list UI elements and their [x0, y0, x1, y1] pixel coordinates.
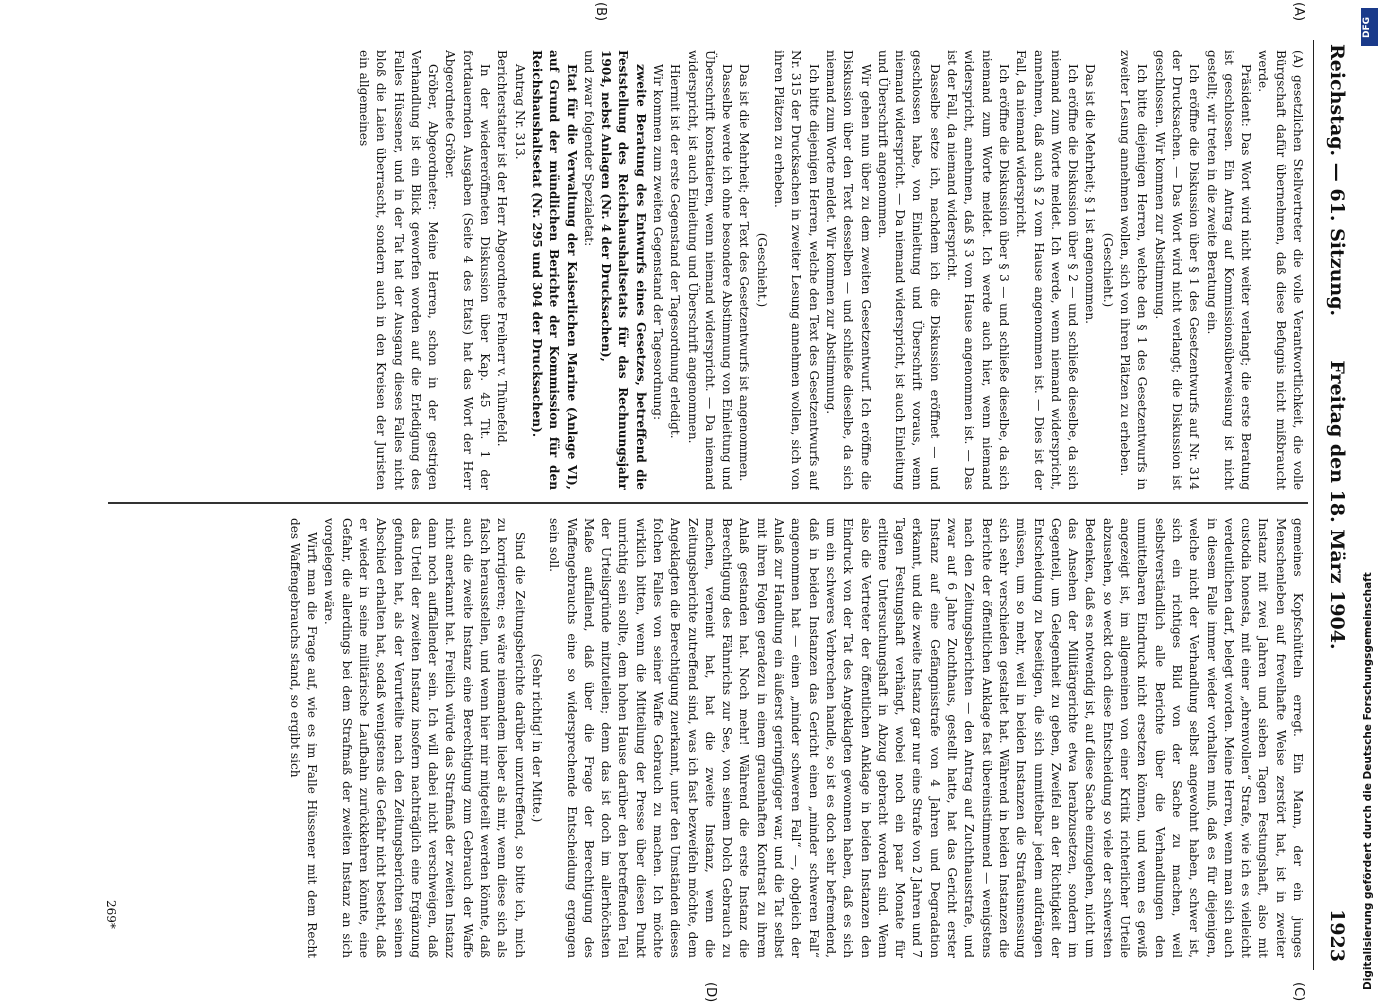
margin-letter-a: (A)	[1291, 2, 1306, 22]
stage-direction: (Geschieht.)	[1100, 232, 1115, 308]
side-credit-strip	[1358, 0, 1383, 1000]
column-divider	[108, 502, 1308, 504]
paragraph: Hiermit ist der erste Gegenstand der Tagesordnung erledigt.	[668, 64, 683, 439]
paragraph: Präsident: Das Wort wird nicht weiter verlangt; die erste Beratung ist geschlossen. Ein Antrag auf Kommissionsüberweisung ist nicht gestellt; wir treten in die zweite Beratung ein.	[1204, 50, 1254, 490]
right-column	[126, 518, 1306, 958]
signature-mark: 269*	[104, 900, 118, 929]
paragraph: Das ist die Mehrheit; der Text des Gesetzentwurfs ist angenommen.	[737, 64, 752, 482]
paragraph: Gröber, Abgeordneter: Meine Herren, schon in der gestrigen Verhandlung ist ein Blick geworfen worden auf die Erledigung des Falles Hüssener, und in der Tat hat der Ausgang dieses Falles nicht bloß die Laien überrascht, sondern auch in den Kreisen der Juristen ein allgemeines	[356, 50, 441, 490]
left-column	[126, 50, 1306, 490]
margin-letter-d: (D)	[703, 982, 718, 1002]
paragraph: und zwar folgender Spezialetat:	[581, 50, 596, 247]
stage-direction: (Geschieht.)	[754, 232, 769, 308]
paragraph: Ich eröffne die Diskussion über § 2 — und schließe dieselbe, da sich niemand zum Worte meldet. Ich werde, wenn niemand widerspricht, annehmen, daß auch § 2 vom Hause angenommen ist. — Dies ist der Fall, da niemand widerspricht.	[1014, 50, 1081, 490]
paragraph: Antrag Nr. 313.	[512, 64, 527, 160]
margin-letter-b: (B)	[593, 2, 608, 22]
side-credit: Digitalisierung gefördert durch die Deutsche Forschungsgemeinschaft	[1362, 572, 1374, 990]
paragraph: Ich bitte diejenigen Herren, welche den Text des Gesetzentwurfs auf Nr. 315 der Drucksachen in zweiter Lesung annehmen wollen, sich von ihren Plätzen zu erheben.	[772, 50, 821, 490]
header-left: Reichstag. — 61. Sitzung.	[1326, 44, 1348, 317]
paragraph: Dasselbe werde ich ohne besondere Abstimmung von Einleitung und Überschrift konstatieren, wenn niemand widerspricht. — Da niemand widerspricht, ist auch Einleitung und Überschrift angenommen.	[685, 50, 735, 490]
paragraph: Sind die Zeitungsberichte darüber unzutreffend, so bitte ich, mich zu korrigieren; es wäre niemandem lieber als mir, wenn diese sich als falsch herausstellen, und wenn hier mir mitgeteilt werden könnte, daß auch die zweite Instanz eine Berechtigung zum Gebrauch der Waffe nicht anerkannt hat. Freilich würde das Strafmaß der zweiten Instanz dann noch auffallender sein. Ich will dabei nicht verschweigen, daß das Urteil der zweiten Instanz insofern nachträglich eine Ergänzung gefunden hat, als der Verurteilte nach den Zeitungsberichten seinen Abschied erhalten hat, sodaß wenigstens die Gefahr nicht besteht, daß er wieder in seine militärische Laufbahn zurückkehren könnte, eine Gefahr, die allerdings bei dem Strafmaß der zweiten Instanz an sich vorgelegen wäre.	[322, 518, 527, 958]
paragraph: (A) gesetzlichen Stellvertreter die volle Verantwortlichkeit, die volle Bürgschaft dafür übernehmen, daß diese Befugnis nicht mißbraucht werde.	[1256, 50, 1305, 490]
page-number: 1923	[1326, 909, 1348, 962]
dfg-logo: DFG	[1361, 8, 1378, 46]
paragraph: Ich bitte diejenigen Herren, welche den § 1 des Gesetzentwurfs in zweiter Lesung annehmen wollen, sich von ihren Plätzen zu erheben.	[1118, 50, 1150, 490]
paragraph: Wir gehen nun über zu dem zweiten Gesetzentwurf. Ich eröffne die Diskussion über den Text desselben — und schließe dieselbe, da sich niemand zum Worte meldet. Wir kommen zur Abstimmung.	[823, 50, 873, 490]
paragraph: Dasselbe setze ich, nachdem ich die Diskussion eröffnet — und geschlossen habe, von Einleitung und Überschrift voraus, wenn niemand widerspricht. — Da niemand widerspricht, ist auch Einleitung und Überschrift angenommen.	[875, 50, 942, 490]
margin-letter-c: (C)	[1291, 982, 1306, 1002]
stage-direction: (Sehr richtig! in der Mitte.)	[529, 653, 544, 823]
paragraph: Wir kommen zum zweiten Gegenstand der Tagesordnung:	[651, 64, 666, 421]
agenda-item: Etat für die Verwaltung der Kaiserlichen Marine (Anlage VI), auf Grund der mündlichen Berichte der Kommission für den Reichshaushaltsetat (Nr. 295 und 304 der Drucksachen).	[529, 50, 579, 490]
paragraph: gemeines Kopfschütteln erregt. Ein Mann, der ein junges Menschenleben auf frevelhafte Weise zerstört hat, ist in zweiter Instanz mit zwei Jahren und sieben Tagen Festungshaft, also mit custodia honesta, mit einer „ehrenvollen“ Strafe, wie ich es vielleicht verdeutlichen darf, belegt worden. Meine Herren, wenn man sich auch in diesem Falle immer wieder vorhalten muß, daß es für diejenigen, welche nicht der Verhandlung selbst angewohnt haben, schwer ist, sich ein richtiges Bild von der Sache zu machen, weil selbstverständlich alle Berichte über die Verhandlungen den unmittelbaren Eindruck nicht ersetzen können, und wenn es gewiß angezeigt ist, im allgemeinen von einer Kritik richterlicher Urteile abzusehen, so weckt doch diese Entscheidung so viele der schwersten Bedenken, daß es notwendig ist, auf diese Sache einzugehen, nicht um das Ansehen der Militärgerichte etwa herabzusetzen, sondern im Gegenteil, um Gelegenheit zu geben, Zweifel an der Richtigkeit der Entscheidung zu beseitigen, die sich unmittelbar jedem aufdrängen müssen, um so mehr, weil in beiden Instanzen die Strafausmessung sich sehr verschieden gestaltet hat. Während in beiden Instanzen die Berichte der öffentlichen Anklage fast übereinstimmend — wenigstens nach den Zeitungsberichten — den Antrag auf Zuchthausstrafe, und zwar auf 6 Jahre Zuchthaus, gestellt hatte, hat das Gericht erster Instanz auf eine Gefängnisstrafe von 4 Jahren und Degradation erkannt, und die zweite Instanz gar nur eine Strafe von 2 Jahren und 7 Tagen Festungshaft verhängt, wobei noch ein paar Monate für erlittene Untersuchungshaft in Abzug gebracht worden sind. Wenn also die Vertreter der öffentlichen Anklage in beiden Instanzen den Eindruck von der Tat des Angeklagten gewonnen haben, daß es sich um ein schweres Verbrechen handle, so ist es doch sehr befremdend, daß in beiden Instanzen das Gericht einen „minder schweren Fall“ angenommen hat — einen „minder schweren Fall“ —, obgleich der Anlaß zur Handlung ein äußerst geringfügiger war, und die Tat selbst mit ihren Folgen geradezu in einem grauenhaften Kontrast zu ihrem Anlaß gestanden hat. Noch mehr! Während die erste Instanz die Berechtigung des Fähnrichs zur See, von seinem Dolch Gebrauch zu machen, verneint hat, hat die zweite Instanz, wenn die Zeitungsberichte zutreffend sind, was ich fast bezweifeln möchte, dem Angeklagten die Berechtigung zuerkannt, unter den Umständen dieses folchen Falles von seiner Waffe Gebrauch zu machen. Ich möchte wirklich bitten, wenn die Mitteilung der Presse über diesen Punkt unrichtig sein sollte, dem hohen Hause darüber den betreffenden Teil der Urteilsgründe mitzuteilen; denn das ist doch im allerhöchsten Maße auffallend, daß über die Frage der Berechtigung des Waffengebrauchs eine so widersprechende Entscheidung ergangen sein soll.	[547, 518, 1305, 958]
paragraph: In der wiedereröffneten Diskussion über Kap. 45 Tit. 1 der fortdauernden Ausgaben (Seite 4 des Etats) hat das Wort der Herr Abgeordnete Gröber.	[443, 50, 493, 490]
header-date: Freitag den 18. März 1904.	[1326, 360, 1348, 650]
agenda-item: zweite Beratung des Entwurfs eines Gesetzes, betreffend die Feststellung des Reichshaushaltsetats für das Rechnungsjahr 1904, nebst Anlagen (Nr. 4 der Drucksachen),	[599, 50, 648, 490]
rotated-page	[0, 2, 1358, 1002]
paragraph: Berichterstatter ist der Herr Abgeordnete Freiherr v. Thünefeld.	[495, 50, 510, 447]
paragraph: Das ist die Mehrheit; § 1 ist angenommen.	[1083, 64, 1098, 324]
paragraph: Ich eröffne die Diskussion über § 1 des Gesetzentwurfs auf Nr. 314 der Drucksachen. — Das Wort wird nicht verlangt; die Diskussion ist geschlossen. Wir kommen zur Abstimmung.	[1152, 50, 1202, 490]
paragraph: Wirft man die Frage auf, wie es im Falle Hüssener mit dem Recht des Waffengebrauchs stand, so ergibt sich	[287, 518, 320, 958]
page-header	[1313, 40, 1358, 970]
paragraph: Ich eröffne die Diskussion über § 3 — und schließe dieselbe, da sich niemand zum Worte meldet. Ich werde auch hier, wenn niemand widerspricht, annehmen, daß § 3 vom Hause angenommen ist. — Das ist der Fall, da niemand widerspricht.	[945, 50, 1011, 490]
